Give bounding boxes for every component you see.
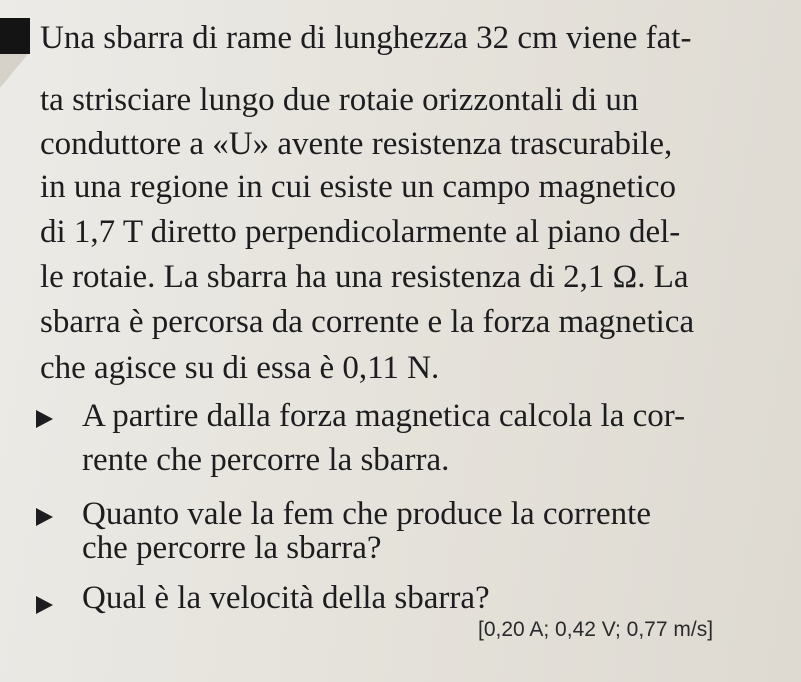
- question-1-line: A partire dalla forza magnetica calcola la cor-: [82, 398, 686, 434]
- page-corner: [0, 54, 28, 88]
- problem-line: Una sbarra di rame di lunghezza 32 cm viene fat-: [40, 20, 692, 56]
- answer-key: [0,20 A; 0,42 V; 0,77 m/s]: [478, 618, 714, 641]
- question-2-line: che percorre la sbarra?: [82, 530, 382, 566]
- problem-line: in una regione in cui esiste un campo magnetico: [40, 169, 676, 205]
- question-2-line: Quanto vale la fem che produce la corrente: [82, 496, 651, 532]
- problem-line: ta strisciare lungo due rotaie orizzontali di un: [40, 82, 639, 118]
- problem-line: di 1,7 T diretto perpendicolarmente al piano del-: [40, 214, 681, 250]
- page-marker: [0, 18, 30, 54]
- problem-line: le rotaie. La sbarra ha una resistenza di 2,1 Ω. La: [40, 259, 689, 295]
- problem-line: sbarra è percorsa da corrente e la forza magnetica: [40, 304, 695, 340]
- problem-line: conduttore a «U» avente resistenza trascurabile,: [40, 126, 673, 162]
- question-3-line: Qual è la velocità della sbarra?: [82, 580, 490, 616]
- bullet-icon: [36, 508, 53, 526]
- question-1-line: rente che percorre la sbarra.: [82, 442, 450, 478]
- bullet-icon: [36, 596, 53, 614]
- problem-line: che agisce su di essa è 0,11 N.: [40, 350, 440, 386]
- bullet-icon: [36, 410, 53, 428]
